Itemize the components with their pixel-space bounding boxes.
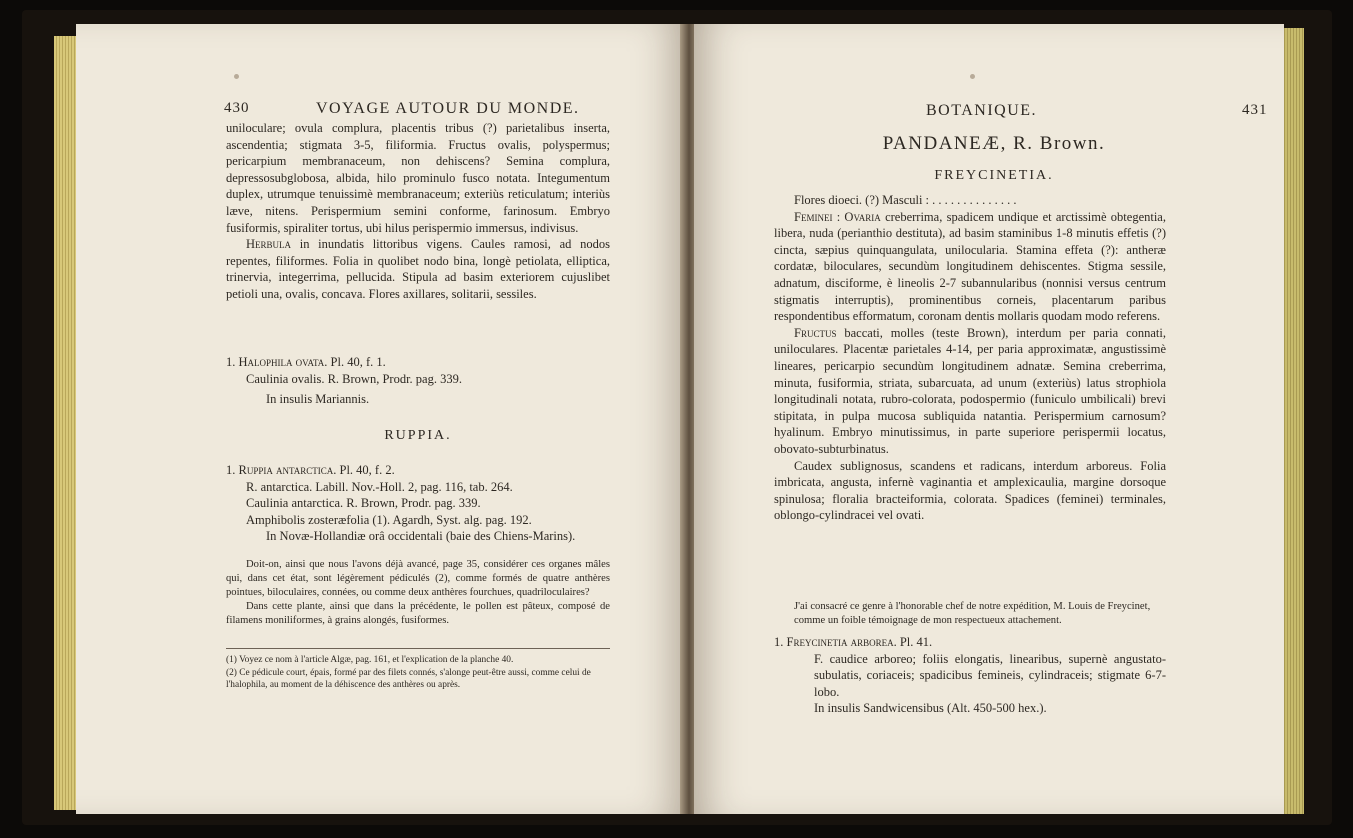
description-paragraph: uniloculare; ovula complura, placentis tribus (?) parietalibus inserta, ascendentia; stigmata 3-5, filiformia. Fructus ovalis, polyspermus; pericarpium membranaceum, non dehiscens? Semina complura, depressosubglobosa, albida, hilo prominulo fusco notata. Integumentum duplex, utrumque tenuissimè membranaceum; exteriùs reticulatum; interiùs læve, nitens. Perispermium semini conforme, farinosum. Embryo fusiformis, spiraliter tortus, ubi hilus perispermio immersus, indivisus.	[226, 121, 610, 235]
feminei-paragraph	[774, 209, 1166, 325]
entry-number: 1.	[226, 463, 236, 477]
page-mark	[970, 74, 975, 79]
caudex-paragraph: Caudex sublignosus, scandens et radicans, interdum arboreus. Folia imbricata, angusta, infernè vaginantia et amplexicaulia, margine dorsoque spinulosa; floralia bracteiformia, colorata. Spadices (feminei) terminales, oblongo-cylindracei vel ovati.	[774, 458, 1166, 523]
page-number: 431	[1242, 102, 1268, 118]
fructus-paragraph	[774, 325, 1166, 458]
left-page	[76, 24, 684, 814]
entry-number: 1.	[226, 355, 236, 369]
running-head: VOYAGE AUTOUR DU MONDE.	[316, 100, 580, 117]
dedication-note: J'ai consacré ce genre à l'honorable chef de notre expédition, M. Louis de Freycinet, comme un foible témoignage de mon respectueux attachement.	[794, 601, 1151, 626]
fructus-text: baccati, molles (teste Brown), interdum per paria connati, uniloculares. Placentæ parietales 4-14, per paria approximatæ, angustissimè lineares, pericarpio secundùm longitudinem adnatæ. Semina creberrima, minuta, fusiformia, striata, subarcuata, ad unum (exteriùs) latus strophiola longitudinali notata, rubro-colorata, podospermio (funiculo umbilicali) brevi stipitata, in pulpa mucosa subliquida natantia. Perispermium carnosum? hyalinum. Embryo minutissimus, in parte superiore perispermii locatus, obovato-subturbinatus.	[774, 325, 1166, 456]
genus-heading: FREYCINETIA.	[934, 168, 1054, 183]
page-edges-right	[1282, 28, 1304, 814]
plate-reference: . Pl. 40, f. 2.	[333, 463, 395, 477]
feminei-lead: Feminei : Ovaria	[794, 209, 881, 224]
footnotes	[226, 654, 614, 692]
right-text-body	[774, 192, 1166, 524]
left-text-body	[226, 120, 610, 303]
herbula-lead: Herbula	[246, 237, 292, 252]
halophila-entry	[226, 354, 610, 408]
feminei-text: creberrima, spadicem undique et arctissimè obtegentia, libera, nuda (perianthio destituta), ad basim staminibus 1-8 minutis effetis (?) cincta, sæpius quinquangulata, unilocularia. Stamina effeta (?): antheræ cordatæ, biloculares, secundùm longitudinem dehiscentes. Stigma sessile, adnatum, disciforme, è lineolis 2-7 subannularibus (nonnisi versus centrum stigmatis interruptis), prominentibus corneis, placentarum paribus respondentibus efformatum, coronam dentis mollaris quodam modo referens.	[774, 209, 1166, 324]
entry-number: 1.	[774, 635, 784, 649]
synonym: Caulinia ovalis. R. Brown, Prodr. pag. 339.	[246, 371, 462, 386]
fructus-lead: Fructus	[794, 325, 837, 340]
synonym: R. antarctica. Labill. Nov.-Holl. 2, pag. 116, tab. 264.	[246, 479, 513, 494]
species-diagnosis: F. caudice arboreo; foliis elongatis, linearibus, supernè angustato-subulatis, coriaceis; spadicibus femineis, cylindraceis; stigmate 6-7-lobo.	[814, 651, 1166, 699]
note-paragraph: Dans cette plante, ainsi que dans la précédente, le pollen est pâteux, composé de filamens moniliformes, à grains alongés, fusiformes.	[226, 601, 610, 626]
species-name: Halophila ovata	[238, 355, 325, 369]
flores-line: Flores dioeci. (?) Masculi : . . . . . . . . . . . . . .	[794, 193, 1017, 207]
species-name: Ruppia antarctica	[238, 463, 334, 477]
french-note	[226, 558, 610, 628]
page-number: 430	[224, 100, 250, 116]
running-head: BOTANIQUE.	[926, 102, 1038, 119]
page-edges-left	[54, 36, 78, 810]
footnote-rule	[226, 648, 610, 649]
species-name: Freycinetia arborea	[786, 635, 894, 649]
locality: In Novæ-Hollandiæ orâ occidentali (baie des Chiens-Marins).	[266, 529, 576, 544]
page-mark	[234, 74, 239, 79]
locality: In insulis Sandwicensibus (Alt. 450-500 hex.).	[814, 701, 1047, 716]
ruppia-entry	[226, 462, 626, 545]
note-paragraph: Doit-on, ainsi que nous l'avons déjà avancé, page 35, considérer ces organes mâles qui, dans cet état, sont légèrement pédiculés (2), comme formés de quatre anthères pointues, biloculaires, connées, ou comme deux anthères fourchues, quadriloculaires?	[226, 559, 610, 598]
right-page	[694, 24, 1284, 814]
herbula-text: in inundatis littoribus vigens. Caules ramosi, ad nodos repentes, filiformes. Folia in quolibet nodo bina, longè petiolata, elliptica, trinervia, integerrima, pellucida. Stipula ad basim exteriorem cujuslibet petioli una, ovalis, concava. Flores axillares, solitarii, sessiles.	[226, 237, 610, 301]
synonym: Amphibolis zosteræfolia (1). Agardh, Syst. alg. pag. 192.	[246, 512, 532, 527]
footnote: (1) Voyez ce nom à l'article Algæ, pag. 161, et l'explication de la planche 40.	[226, 655, 514, 665]
freycinetia-entry	[774, 634, 1166, 717]
family-heading: PANDANEÆ, R. Brown.	[882, 133, 1106, 154]
herbula-paragraph	[226, 236, 610, 302]
plate-reference: . Pl. 41.	[893, 635, 933, 649]
locality: In insulis Mariannis.	[266, 392, 370, 407]
plate-reference: . Pl. 40, f. 1.	[324, 355, 386, 369]
footnote: (2) Ce pédicule court, épais, formé par des filets connés, s'alonge peut-être aussi, comme celui de l'halophila, au moment de la déhiscence des anthères ou après.	[226, 667, 591, 690]
synonym: Caulinia antarctica. R. Brown, Prodr. pag. 339.	[246, 496, 481, 511]
genus-heading: RUPPIA.	[384, 428, 452, 443]
